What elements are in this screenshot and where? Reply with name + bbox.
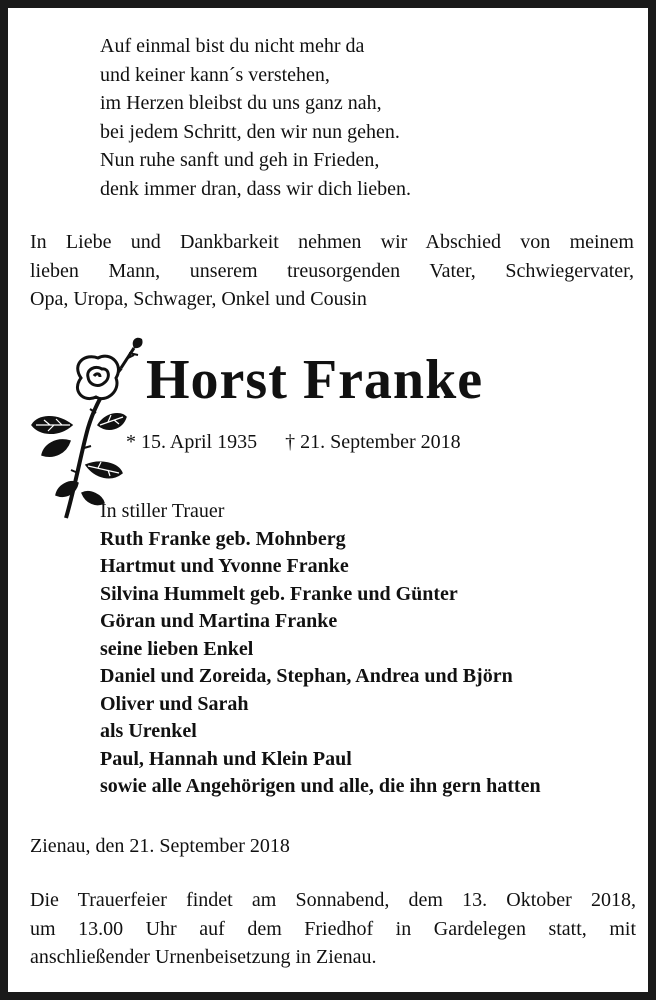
poem-line: Nun ruhe sanft und geh in Frieden, [100,149,380,171]
intro-line: lieben Mann, unserem treusorgenden Vater, Schwiegervater, [30,259,634,282]
mourner-line: sowie alle Angehörigen und alle, die ihn gern hatten [100,775,541,797]
intro-text [30,228,634,314]
mourners-heading: In stiller Trauer [100,500,225,522]
deceased-name: Horst Franke [146,349,484,411]
poem-line: bei jedem Schritt, den wir nun gehen. [100,120,400,143]
poem-line: im Herzen bleibst du uns ganz nah, [100,92,382,114]
funeral-info [30,886,636,972]
mourner-line: seine lieben Enkel [100,637,254,660]
mourner-line: als Urenkel [100,720,197,742]
mourner-line: Paul, Hannah und Klein Paul [100,747,352,770]
poem-line: Auf einmal bist du nicht mehr da [100,35,365,57]
mourners-list [100,498,541,801]
mourner-line: Hartmut und Yvonne Franke [100,555,349,577]
funeral-line: Die Trauerfeier findet am Sonnabend, dem 13. Oktober 2018, [30,889,636,911]
intro-line: Opa, Uropa, Schwager, Onkel und Cousin [30,288,367,310]
mourner-line: Silvina Hummelt geb. Franke und Günter [100,582,458,605]
intro-line: In Liebe und Dankbarkeit nehmen wir Abschied von meinem [30,231,634,253]
poem [100,32,411,203]
place-date: Zienau, den 21. September 2018 [30,835,290,857]
funeral-line: um 13.00 Uhr auf dem Friedhof in Gardelegen statt, mit [30,917,636,940]
life-dates [126,428,461,456]
mourner-line: Oliver und Sarah [100,692,249,715]
funeral-line: anschließender Urnenbeisetzung in Zienau. [30,946,377,968]
death-date: † 21. September 2018 [285,431,461,453]
birth-date: * 15. April 1935 [126,431,258,453]
mourner-line: Ruth Franke geb. Mohnberg [100,527,346,550]
mourner-line: Daniel und Zoreida, Stephan, Andrea und Björn [100,665,513,687]
mourner-line: Göran und Martina Franke [100,610,338,632]
poem-line: denk immer dran, dass wir dich lieben. [100,177,412,200]
poem-line: und keiner kann´s verstehen, [100,63,330,86]
